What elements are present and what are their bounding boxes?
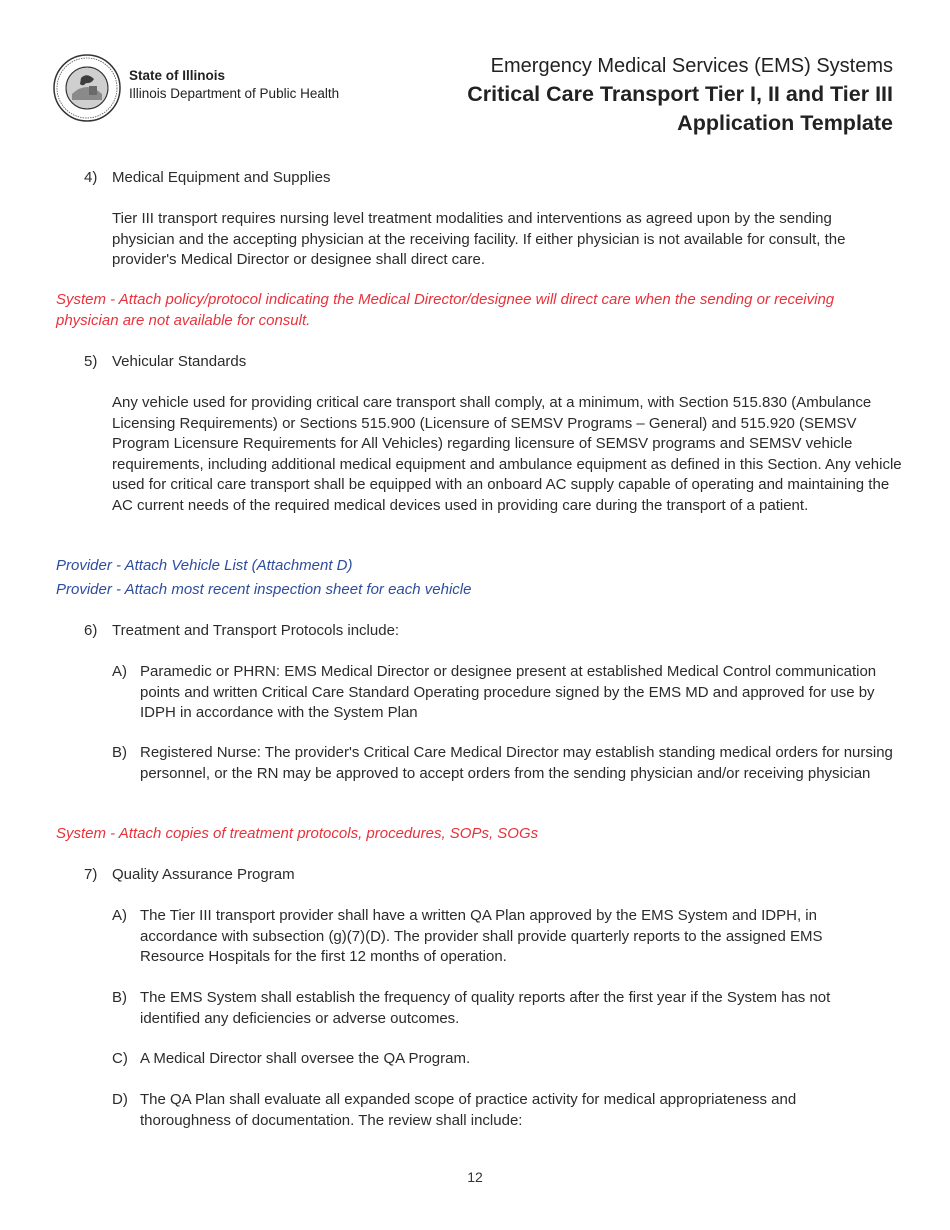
- section-5-body: Any vehicle used for providing critical care transport shall comply, at a minimum, with Section 515.830 (Ambulance Licensing Requirements) or Sections 515.900 (Licensure of SEMSV Programs – General) and 515.920 (SEMSV Program Licensure Requirements for All Vehicles) regarding licensure of SEMSV programs and SEMSV vehicle requirements, including additional medical equipment and ambulance equipment as defined in this Section. Any vehicle used for critical care transport shall be equipped with an onboard AC supply capable of operating and maintaining the AC current needs of the required medical devices used in providing care during the transport of a patient.: [112, 394, 902, 514]
- section-5-heading: Vehicular Standards: [112, 353, 247, 370]
- section-6-heading: Treatment and Transport Protocols include:: [112, 622, 400, 639]
- list-item-text: A Medical Director shall oversee the QA Program.: [140, 1050, 471, 1067]
- section-4-system-note: System - Attach policy/protocol indicating the Medical Director/designee will direct care when the sending or receiving physician are not available for consult.: [56, 291, 835, 329]
- state-name: State of Illinois: [129, 68, 226, 83]
- section-5-provider-note-1: Provider - Attach Vehicle List (Attachment D): [56, 557, 353, 574]
- page-number: 12: [467, 1169, 483, 1185]
- agency-block: [129, 67, 339, 103]
- section-4-body: Tier III transport requires nursing level treatment modalities and interventions as agreed upon by the sending physician and the accepting physician at the receiving facility. If either physician is not available for consult, the provider's Medical Director or designee shall direct care.: [112, 210, 846, 268]
- section-7-number: 7): [84, 866, 98, 883]
- section-5-number: 5): [84, 353, 98, 370]
- list-item-text: The Tier III transport provider shall have a written QA Plan approved by the EMS System and IDPH, in accordance with subsection (g)(7)(D). The provider shall provide quarterly reports to the assigned EMS Resource Hospitals for the first 12 months of operation.: [140, 907, 823, 965]
- list-item-text: Paramedic or PHRN: EMS Medical Director or designee present at established Medical Control communication points and written Critical Care Standard Operating procedure signed by the EMS MD and approved for use by IDPH in accordance with the System Plan: [140, 663, 877, 721]
- section-6-system-note: System - Attach copies of treatment protocols, procedures, SOPs, SOGs: [56, 825, 539, 842]
- list-item-text: The EMS System shall establish the frequency of quality reports after the first year if the System has not identified any deficiencies or adverse outcomes.: [140, 989, 831, 1027]
- department-name: Illinois Department of Public Health: [129, 86, 340, 101]
- list-item-text: The QA Plan shall evaluate all expanded scope of practice activity for medical appropriateness and thoroughness of documentation. The review shall include:: [140, 1091, 797, 1129]
- section-4-heading: Medical Equipment and Supplies: [112, 169, 331, 186]
- illinois-state-seal-icon: [53, 54, 121, 122]
- section-5-provider-note-2: Provider - Attach most recent inspection sheet for each vehicle: [56, 581, 472, 598]
- list-item-label: A): [112, 907, 127, 924]
- section-7-heading: Quality Assurance Program: [112, 866, 295, 883]
- list-item-label: B): [112, 989, 127, 1006]
- page-header: [0, 0, 950, 140]
- title-line-2: Critical Care Transport Tier I, II and Tier III: [467, 82, 893, 106]
- list-item-label: B): [112, 744, 127, 761]
- list-item-label: A): [112, 663, 127, 680]
- list-item-label: D): [112, 1091, 128, 1108]
- title-line-3: Application Template: [677, 111, 893, 135]
- section-4-number: 4): [84, 169, 98, 186]
- list-item-label: C): [112, 1050, 128, 1067]
- document-title: [467, 52, 893, 138]
- title-line-1: Emergency Medical Services (EMS) Systems: [490, 55, 893, 77]
- list-item-text: Registered Nurse: The provider's Critical Care Medical Director may establish standing medical orders for nursing personnel, or the RN may be approved to accept orders from the sending physician and/or receiving physician: [140, 744, 893, 782]
- section-6-number: 6): [84, 622, 98, 639]
